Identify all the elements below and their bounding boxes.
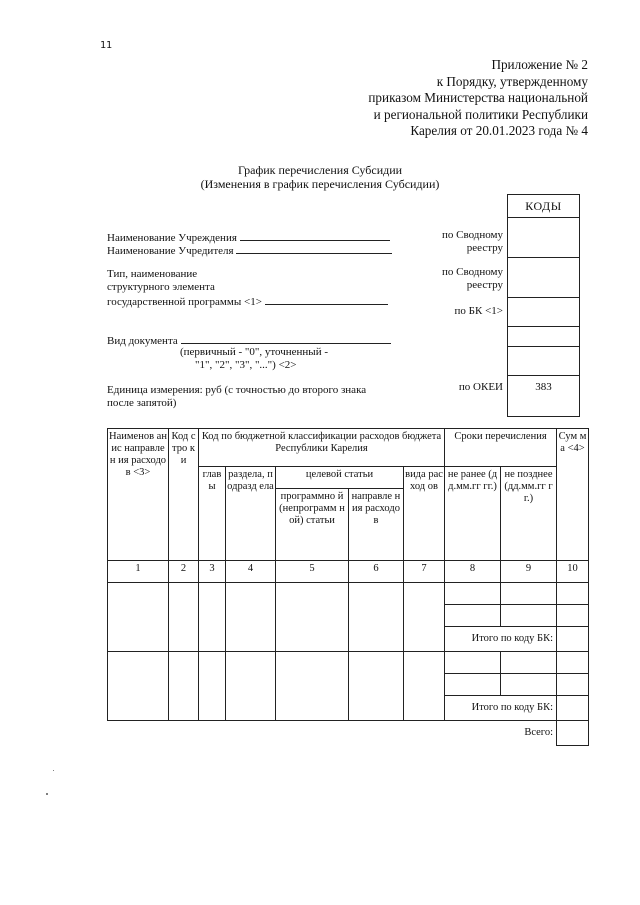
col-number: 10	[557, 561, 589, 583]
title: График перечисления Субсидии	[237, 163, 403, 177]
col-number: 9	[501, 561, 557, 583]
total-label: Всего:	[108, 721, 557, 746]
institution-field: Наименование Учреждения	[107, 230, 390, 245]
table-row-total	[108, 721, 589, 746]
appendix-line: к Порядку, утвержденному	[436, 73, 588, 89]
appendix-line: Приложение № 2	[491, 57, 588, 72]
table-row	[108, 652, 589, 674]
doc-type-field: Вид документа	[107, 333, 391, 348]
header-glava: глав ы	[199, 467, 226, 561]
col-number: 3	[199, 561, 226, 583]
svod-label-1: по Сводному реестру	[441, 229, 503, 254]
founder-field: Наименование Учредителя	[107, 243, 392, 258]
codes-divider	[508, 217, 579, 218]
header-code: Код стро ки	[169, 429, 199, 561]
header-target: целевой статьи	[276, 467, 404, 489]
bk-label: по БК <1>	[454, 305, 503, 317]
codes-divider	[508, 257, 579, 258]
header-direction: направле ния расходов	[349, 489, 404, 561]
document-title	[0, 163, 640, 191]
appendix-line: Карелия от 20.01.2023 года № 4	[410, 123, 588, 139]
header-not-after: не позднее (дд.мм.гг гг.)	[501, 467, 557, 561]
schedule-table	[107, 428, 589, 746]
codes-divider	[508, 326, 579, 327]
itogo-bk: Итого по коду БК:	[445, 627, 557, 652]
col-number: 4	[226, 561, 276, 583]
founder-underline	[236, 243, 392, 254]
col-number: 1	[108, 561, 169, 583]
type-underline	[265, 294, 388, 305]
scan-speck	[53, 770, 54, 771]
doc-type-underline	[181, 333, 391, 344]
itogo-bk: Итого по коду БК:	[445, 696, 557, 721]
codes-box	[507, 194, 580, 417]
col-number: 5	[276, 561, 349, 583]
page-number: 11	[100, 40, 113, 51]
codes-header: КОДЫ	[525, 199, 562, 213]
col-number: 7	[404, 561, 445, 583]
subtitle: (Изменения в график перечисления Субсидии)	[200, 177, 440, 191]
header-program: программно й (непрограмм ной) статьи	[276, 489, 349, 561]
header-bk: Код по бюджетной классификации расходов бюджета Республики Карелия	[199, 429, 445, 467]
header-terms: Сроки перечисления	[445, 429, 557, 467]
table-row	[108, 583, 589, 605]
appendix-line: приказом Министерства национальной	[368, 90, 588, 106]
appendix-line: и региональной политики Республики	[373, 106, 588, 122]
header-razdel: раздела, подразд ела	[226, 467, 276, 561]
header-sum: Сум ма <4>	[557, 429, 589, 561]
col-number: 6	[349, 561, 404, 583]
unit-field: Единица измерения: руб (с точностью до второго знака после запятой)	[107, 384, 367, 409]
col-number: 8	[445, 561, 501, 583]
header-not-before: не ранее (дд.мм.гг гг.)	[445, 467, 501, 561]
header-vid: вида расход ов	[404, 467, 445, 561]
scan-speck	[46, 793, 48, 795]
institution-underline	[240, 230, 390, 241]
svod-label-2: по Сводному реестру	[441, 266, 503, 291]
okei-label: по ОКЕИ	[458, 381, 503, 393]
col-number: 2	[169, 561, 199, 583]
codes-divider	[508, 375, 579, 376]
header-name: Наименов анис направлен ия расходов <3>	[108, 429, 169, 561]
type-field: Тип, наименование структурного элемента государственной программы <1>	[107, 268, 388, 309]
codes-divider	[508, 346, 579, 347]
okei-code: 383	[535, 381, 552, 393]
codes-divider	[508, 297, 579, 298]
doc-type-note: (первичный - "0", уточненный - "1", "2", "3", "...") <2>	[180, 346, 328, 371]
appendix-header	[328, 57, 588, 140]
